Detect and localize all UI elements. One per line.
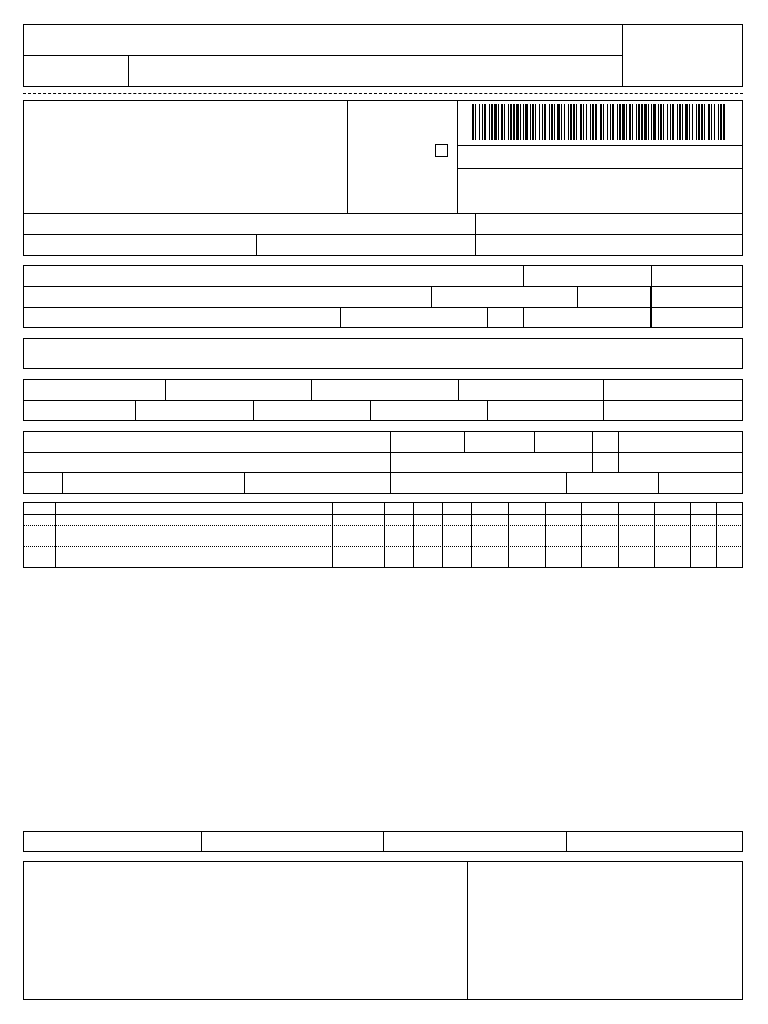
barcode-bar [679,104,681,140]
barcode-bar [573,104,575,140]
shipment-r3-divider-4 [658,472,659,494]
barcode-bar [510,104,512,140]
barcode-bar [583,104,584,140]
barcode-bar [523,104,524,140]
items-row-divider-1 [23,525,743,526]
barcode-bar [570,104,572,140]
barcode-bar [532,104,534,140]
items-col-10 [618,502,619,568]
items-col-5 [442,502,443,568]
barcode-bar [701,104,703,140]
address-col-divider-1 [347,100,348,214]
barcode-bar [564,104,565,140]
barcode-bar [670,104,671,140]
items-table [23,502,743,568]
shipment-main-divider [390,431,391,494]
barcode-row-divider-1 [457,145,743,146]
address-bottom-divider-2 [256,234,257,256]
recipient-r2-divider-2 [577,286,578,307]
details-r1-divider-2 [311,379,312,400]
items-col-7 [508,502,509,568]
recipient-row-divider-2 [23,307,743,308]
barcode-bar [682,104,683,140]
barcode-bar [595,104,597,140]
barcode-bar [586,104,587,140]
barcode-bar [561,104,562,140]
barcode-bar [508,104,509,140]
barcode-bar [482,104,483,140]
shipment-r3-divider-1 [62,472,63,494]
barcode-bar [520,104,521,140]
shipment-r12-divider-3 [592,431,593,472]
stub-header-row-divider [23,55,623,56]
items-col-1 [55,502,56,568]
barcode-bar [554,104,555,140]
barcode-bar [592,104,594,140]
items-col-3 [384,502,385,568]
items-col-13 [716,502,717,568]
items-col-6 [471,502,472,568]
barcode-bar [576,104,577,140]
items-row-divider-2 [23,546,743,547]
barcode-bar [484,104,486,140]
items-col-4 [413,502,414,568]
stub-header-col-divider [128,55,129,87]
shipment-row-divider-2 [23,472,743,473]
totals-divider-1 [201,831,202,852]
barcode-row-divider-2 [457,168,743,169]
barcode-bar [632,104,633,140]
recipient-row-divider-1 [23,286,743,287]
barcode-bar [557,104,560,140]
barcode-bar [530,104,531,140]
barcode-bar [626,104,627,140]
barcode-bar [475,104,476,140]
details-r1-divider-3 [458,379,459,400]
totals-divider-2 [383,831,384,852]
details-r2-divider-4 [487,400,488,421]
recipient-r3-divider-3 [523,307,524,328]
barcode-bar [551,104,553,140]
barcode-bar [720,104,722,140]
barcode-graphic [470,104,730,140]
barcode-bar [660,104,662,140]
barcode-bar [636,104,637,140]
recipient-r3-divider-2 [487,307,488,328]
items-header-divider [23,514,743,515]
barcode-bar [641,104,643,140]
barcode-bar [653,104,656,140]
barcode-bar [658,104,659,140]
barcode-bar [513,104,515,140]
shipment-r3-divider-2 [244,472,245,494]
items-col-8 [545,502,546,568]
barcode-bar [622,104,625,140]
barcode-bar [663,104,664,140]
barcode-bar [689,104,690,140]
recipient-r3-divider-1 [340,307,341,328]
address-col-divider-2 [457,100,458,214]
signature-divider [467,861,468,1000]
shipment-r3-divider-3 [566,472,567,494]
barcode-bar [692,104,693,140]
remarks-box [23,338,743,369]
barcode-bar [610,104,611,140]
details-r2-divider-2 [253,400,254,421]
items-col-12 [690,502,691,568]
items-col-9 [581,502,582,568]
shipment-r1-divider-1 [464,431,465,452]
barcode-bar [580,104,582,140]
barcode-bar [568,104,569,140]
address-bottom-divider-1 [475,213,476,256]
barcode-bar [501,104,503,140]
barcode-bar [708,104,710,140]
signature-block [23,861,743,1000]
barcode-bar [491,104,493,140]
shipment-block [23,431,743,494]
barcode-bar [590,104,591,140]
barcode-bar [479,104,480,140]
barcode-bar [648,104,649,140]
barcode-bar [612,104,614,140]
barcode-bar [535,104,536,140]
barcode-bar [498,104,499,140]
barcode-bar [714,104,715,140]
details-r2-divider-1 [135,400,136,421]
address-row-divider-1 [23,213,743,214]
details-r1-divider-1 [165,379,166,400]
details-r2-divider-3 [370,400,371,421]
barcode-bar [603,104,604,140]
barcode-bar [544,104,546,140]
shipment-row-divider-1 [23,452,743,453]
barcode-bar [489,104,490,140]
barcode-bar [619,104,621,140]
shipment-r1-divider-2 [534,431,535,452]
barcode-bar [472,104,474,140]
barcode-bar [638,104,640,140]
barcode-bar [718,104,719,140]
barcode-bar [516,104,519,140]
barcode-bar [698,104,700,140]
barcode-bar [711,104,712,140]
barcode-bar [672,104,674,140]
barcode-bar [504,104,505,140]
barcode-bar [607,104,608,140]
barcode-bar [542,104,543,140]
address-checkbox[interactable] [435,144,448,157]
barcode-bar [549,104,550,140]
totals-divider-3 [566,831,567,852]
barcode-bar [617,104,618,140]
recipient-block [23,265,743,328]
recipient-r2-divider-3 [650,286,652,328]
barcode-bar [696,104,697,140]
barcode-bar [539,104,540,140]
barcode-bar [677,104,678,140]
details-r1-divider-4 [603,379,604,421]
barcode-bar [667,104,668,140]
tear-off-line [23,93,743,94]
barcode-bar [644,104,647,140]
recipient-r2-divider-1 [431,286,432,307]
barcode-bar [651,104,652,140]
address-row-divider-2 [23,234,743,235]
barcode-bar [629,104,631,140]
recipient-r1-divider-1 [523,265,524,286]
recipient-r1-divider-2 [651,265,652,286]
barcode-bar [600,104,602,140]
barcode-bar [525,104,528,140]
barcode-bar [685,104,688,140]
shipment-r12-divider-4 [618,431,619,472]
items-col-2 [332,502,333,568]
barcode-bar [704,104,705,140]
details-row-divider [23,400,743,401]
barcode-bar [723,104,725,140]
barcode-bar [494,104,497,140]
items-col-11 [654,502,655,568]
